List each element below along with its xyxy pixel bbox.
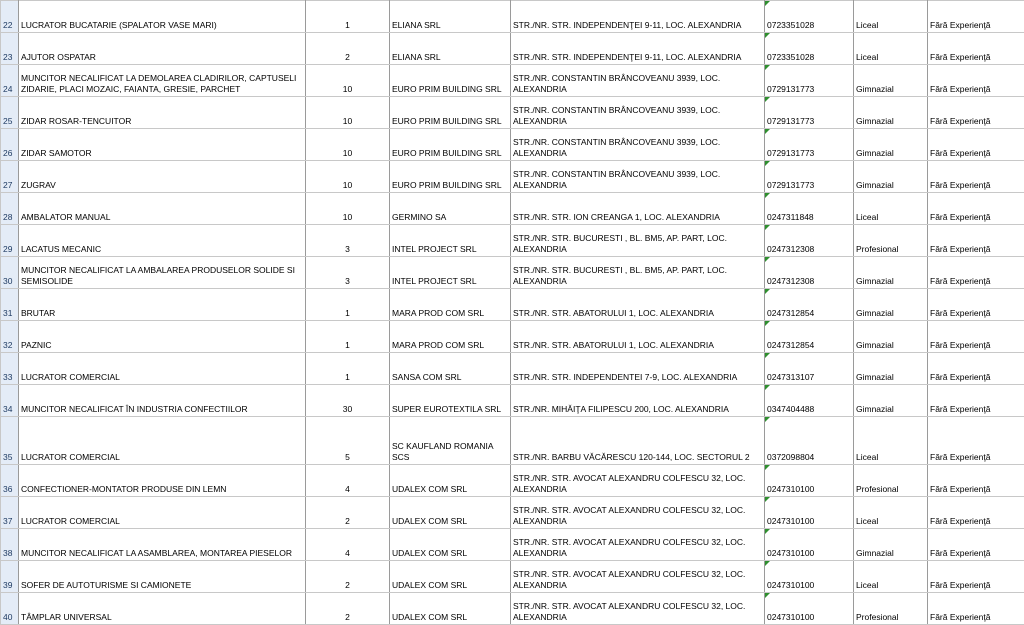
address-cell[interactable]: STR./NR. STR. AVOCAT ALEXANDRU COLFESCU 32, LOC. ALEXANDRIA (511, 529, 765, 561)
table-row (1, 193, 1024, 225)
row-number-cell[interactable]: 30 (1, 257, 19, 289)
row-number-cell[interactable]: 22 (1, 1, 19, 33)
job-title-cell[interactable]: MUNCITOR NECALIFICAT ÎN INDUSTRIA CONFECTIILOR (19, 385, 306, 417)
row-number-cell[interactable]: 35 (1, 417, 19, 465)
education-cell[interactable]: Liceal (854, 417, 928, 465)
company-cell[interactable]: UDALEX COM SRL (390, 465, 511, 497)
education-cell[interactable]: Gimnazial (854, 289, 928, 321)
company-cell[interactable]: SC KAUFLAND ROMANIA SCS (390, 417, 511, 465)
education-cell[interactable]: Liceal (854, 1, 928, 33)
experience-cell[interactable]: Fără Experienţă (928, 33, 1024, 65)
experience-cell[interactable]: Fără Experienţă (928, 321, 1024, 353)
company-cell[interactable]: MARA PROD COM SRL (390, 321, 511, 353)
table-row (1, 1, 1024, 33)
row-number-cell[interactable]: 36 (1, 465, 19, 497)
address-cell[interactable]: STR./NR. STR. AVOCAT ALEXANDRU COLFESCU 32, LOC. ALEXANDRIA (511, 497, 765, 529)
address-cell[interactable]: STR./NR. STR. INDEPENDENŢEI 9-11, LOC. ALEXANDRIA (511, 33, 765, 65)
experience-cell[interactable]: Fără Experienţă (928, 465, 1024, 497)
phone-cell[interactable]: 0372098804 (765, 417, 854, 465)
job-title-cell[interactable]: BRUTAR (19, 289, 306, 321)
experience-cell[interactable]: Fără Experienţă (928, 65, 1024, 97)
phone-cell[interactable]: 0247312854 (765, 289, 854, 321)
education-cell[interactable]: Liceal (854, 33, 928, 65)
phone-cell[interactable]: 0723351028 (765, 33, 854, 65)
table-row (1, 289, 1024, 321)
positions-cell[interactable]: 2 (306, 593, 390, 625)
positions-cell[interactable]: 10 (306, 129, 390, 161)
address-cell[interactable]: STR./NR. STR. BUCURESTI , BL. BM5, AP. PART, LOC. ALEXANDRIA (511, 225, 765, 257)
table-row (1, 593, 1024, 625)
job-title-cell[interactable]: TÂMPLAR UNIVERSAL (19, 593, 306, 625)
phone-cell[interactable]: 0247310100 (765, 497, 854, 529)
education-cell[interactable]: Gimnazial (854, 65, 928, 97)
row-number-cell[interactable]: 23 (1, 33, 19, 65)
phone-cell[interactable]: 0247312308 (765, 225, 854, 257)
company-cell[interactable]: INTEL PROJECT SRL (390, 225, 511, 257)
job-title-cell[interactable]: ZIDAR SAMOTOR (19, 129, 306, 161)
positions-cell[interactable]: 10 (306, 193, 390, 225)
table-row (1, 417, 1024, 465)
phone-cell[interactable]: 0729131773 (765, 161, 854, 193)
address-cell[interactable]: STR./NR. STR. ABATORULUI 1, LOC. ALEXANDRIA (511, 321, 765, 353)
address-cell[interactable]: STR./NR. MIHĂIŢA FILIPESCU 200, LOC. ALEXANDRIA (511, 385, 765, 417)
company-cell[interactable]: UDALEX COM SRL (390, 529, 511, 561)
row-number-cell[interactable]: 25 (1, 97, 19, 129)
company-cell[interactable]: EURO PRIM BUILDING SRL (390, 161, 511, 193)
experience-cell[interactable]: Fără Experienţă (928, 417, 1024, 465)
phone-cell[interactable]: 0247310100 (765, 561, 854, 593)
sheet-body (1, 1, 1024, 625)
education-cell[interactable]: Profesional (854, 593, 928, 625)
experience-cell[interactable]: Fără Experienţă (928, 129, 1024, 161)
row-number-cell[interactable]: 40 (1, 593, 19, 625)
positions-cell[interactable]: 1 (306, 353, 390, 385)
table-row (1, 161, 1024, 193)
experience-cell[interactable]: Fără Experienţă (928, 161, 1024, 193)
table-row (1, 497, 1024, 529)
experience-cell[interactable]: Fără Experienţă (928, 593, 1024, 625)
experience-cell[interactable]: Fără Experienţă (928, 497, 1024, 529)
row-number-cell[interactable]: 24 (1, 65, 19, 97)
job-title-cell[interactable]: CONFECTIONER-MONTATOR PRODUSE DIN LEMN (19, 465, 306, 497)
address-cell[interactable]: STR./NR. STR. ABATORULUI 1, LOC. ALEXANDRIA (511, 289, 765, 321)
positions-cell[interactable]: 3 (306, 257, 390, 289)
education-cell[interactable]: Liceal (854, 561, 928, 593)
row-number-cell[interactable]: 31 (1, 289, 19, 321)
table-row (1, 65, 1024, 97)
row-number-cell[interactable]: 34 (1, 385, 19, 417)
company-cell[interactable]: UDALEX COM SRL (390, 593, 511, 625)
phone-cell[interactable]: 0247312308 (765, 257, 854, 289)
education-cell[interactable]: Gimnazial (854, 161, 928, 193)
education-cell[interactable]: Gimnazial (854, 129, 928, 161)
experience-cell[interactable]: Fără Experienţă (928, 529, 1024, 561)
job-title-cell[interactable]: ZIDAR ROSAR-TENCUITOR (19, 97, 306, 129)
table-row (1, 561, 1024, 593)
phone-cell[interactable]: 0729131773 (765, 65, 854, 97)
job-title-cell[interactable]: LUCRATOR COMERCIAL (19, 417, 306, 465)
address-cell[interactable]: STR./NR. BARBU VĂCĂRESCU 120-144, LOC. SECTORUL 2 (511, 417, 765, 465)
table-row (1, 33, 1024, 65)
experience-cell[interactable]: Fără Experienţă (928, 193, 1024, 225)
address-cell[interactable]: STR./NR. STR. BUCURESTI , BL. BM5, AP. PART, LOC. ALEXANDRIA (511, 257, 765, 289)
table-row (1, 353, 1024, 385)
positions-cell[interactable]: 4 (306, 529, 390, 561)
table-row (1, 465, 1024, 497)
company-cell[interactable]: EURO PRIM BUILDING SRL (390, 129, 511, 161)
experience-cell[interactable]: Fără Experienţă (928, 385, 1024, 417)
positions-cell[interactable]: 1 (306, 289, 390, 321)
table-row (1, 257, 1024, 289)
address-cell[interactable]: STR./NR. CONSTANTIN BRÂNCOVEANU 3939, LOC. ALEXANDRIA (511, 97, 765, 129)
experience-cell[interactable]: Fără Experienţă (928, 353, 1024, 385)
phone-cell[interactable]: 0247312854 (765, 321, 854, 353)
address-cell[interactable]: STR./NR. CONSTANTIN BRÂNCOVEANU 3939, LOC. ALEXANDRIA (511, 65, 765, 97)
phone-cell[interactable]: 0247310100 (765, 465, 854, 497)
company-cell[interactable]: ELIANA SRL (390, 1, 511, 33)
job-title-cell[interactable]: PAZNIC (19, 321, 306, 353)
address-cell[interactable]: STR./NR. STR. ION CREANGA 1, LOC. ALEXANDRIA (511, 193, 765, 225)
experience-cell[interactable]: Fără Experienţă (928, 257, 1024, 289)
row-number-cell[interactable]: 32 (1, 321, 19, 353)
positions-cell[interactable]: 5 (306, 417, 390, 465)
education-cell[interactable]: Gimnazial (854, 97, 928, 129)
table-row (1, 529, 1024, 561)
address-cell[interactable]: STR./NR. STR. INDEPENDENŢEI 9-11, LOC. ALEXANDRIA (511, 1, 765, 33)
positions-cell[interactable]: 1 (306, 1, 390, 33)
experience-cell[interactable]: Fără Experienţă (928, 97, 1024, 129)
company-cell[interactable]: SANSA COM SRL (390, 353, 511, 385)
positions-cell[interactable]: 10 (306, 65, 390, 97)
job-title-cell[interactable]: AJUTOR OSPATAR (19, 33, 306, 65)
experience-cell[interactable]: Fără Experienţă (928, 225, 1024, 257)
education-cell[interactable]: Liceal (854, 193, 928, 225)
job-title-cell[interactable]: MUNCITOR NECALIFICAT LA DEMOLAREA CLADIRILOR, CAPTUSELI ZIDARIE, PLACI MOZAIC, FAIANTA, GRESIE, PARCHET (19, 65, 306, 97)
phone-cell[interactable]: 0723351028 (765, 1, 854, 33)
phone-cell[interactable]: 0247310100 (765, 593, 854, 625)
company-cell[interactable]: UDALEX COM SRL (390, 561, 511, 593)
company-cell[interactable]: EURO PRIM BUILDING SRL (390, 97, 511, 129)
positions-cell[interactable]: 2 (306, 497, 390, 529)
education-cell[interactable]: Liceal (854, 497, 928, 529)
address-cell[interactable]: STR./NR. CONSTANTIN BRÂNCOVEANU 3939, LOC. ALEXANDRIA (511, 129, 765, 161)
education-cell[interactable]: Gimnazial (854, 353, 928, 385)
education-cell[interactable]: Gimnazial (854, 385, 928, 417)
address-cell[interactable]: STR./NR. STR. INDEPENDENTEI 7-9, LOC. ALEXANDRIA (511, 353, 765, 385)
job-title-cell[interactable]: LUCRATOR COMERCIAL (19, 497, 306, 529)
education-cell[interactable]: Profesional (854, 225, 928, 257)
table-row (1, 97, 1024, 129)
experience-cell[interactable]: Fără Experienţă (928, 289, 1024, 321)
positions-cell[interactable]: 4 (306, 465, 390, 497)
positions-cell[interactable]: 10 (306, 97, 390, 129)
address-cell[interactable]: STR./NR. STR. AVOCAT ALEXANDRU COLFESCU 32, LOC. ALEXANDRIA (511, 593, 765, 625)
company-cell[interactable]: GERMINO SA (390, 193, 511, 225)
company-cell[interactable]: MARA PROD COM SRL (390, 289, 511, 321)
phone-cell[interactable]: 0729131773 (765, 97, 854, 129)
table-row (1, 385, 1024, 417)
positions-cell[interactable]: 2 (306, 561, 390, 593)
row-number-cell[interactable]: 28 (1, 193, 19, 225)
phone-cell[interactable]: 0247311848 (765, 193, 854, 225)
education-cell[interactable]: Profesional (854, 465, 928, 497)
job-title-cell[interactable]: SOFER DE AUTOTURISME SI CAMIONETE (19, 561, 306, 593)
phone-cell[interactable]: 0347404488 (765, 385, 854, 417)
address-cell[interactable]: STR./NR. STR. AVOCAT ALEXANDRU COLFESCU 32, LOC. ALEXANDRIA (511, 561, 765, 593)
company-cell[interactable]: UDALEX COM SRL (390, 497, 511, 529)
job-title-cell[interactable]: LUCRATOR COMERCIAL (19, 353, 306, 385)
job-title-cell[interactable]: AMBALATOR MANUAL (19, 193, 306, 225)
positions-cell[interactable]: 1 (306, 321, 390, 353)
row-number-cell[interactable]: 38 (1, 529, 19, 561)
row-number-cell[interactable]: 27 (1, 161, 19, 193)
phone-cell[interactable]: 0247310100 (765, 529, 854, 561)
positions-cell[interactable]: 3 (306, 225, 390, 257)
company-cell[interactable]: EURO PRIM BUILDING SRL (390, 65, 511, 97)
job-title-cell[interactable]: ZUGRAV (19, 161, 306, 193)
address-cell[interactable]: STR./NR. STR. AVOCAT ALEXANDRU COLFESCU 32, LOC. ALEXANDRIA (511, 465, 765, 497)
job-title-cell[interactable]: LUCRATOR BUCATARIE (SPALATOR VASE MARI) (19, 1, 306, 33)
table-row (1, 129, 1024, 161)
experience-cell[interactable]: Fără Experienţă (928, 1, 1024, 33)
education-cell[interactable]: Gimnazial (854, 529, 928, 561)
job-title-cell[interactable]: MUNCITOR NECALIFICAT LA AMBALAREA PRODUSELOR SOLIDE SI SEMISOLIDE (19, 257, 306, 289)
row-number-cell[interactable]: 26 (1, 129, 19, 161)
phone-cell[interactable]: 0729131773 (765, 129, 854, 161)
education-cell[interactable]: Gimnazial (854, 321, 928, 353)
row-number-cell[interactable]: 33 (1, 353, 19, 385)
table-row (1, 225, 1024, 257)
row-number-cell[interactable]: 37 (1, 497, 19, 529)
education-cell[interactable]: Gimnazial (854, 257, 928, 289)
positions-cell[interactable]: 2 (306, 33, 390, 65)
company-cell[interactable]: SUPER EUROTEXTILA SRL (390, 385, 511, 417)
phone-cell[interactable]: 0247313107 (765, 353, 854, 385)
address-cell[interactable]: STR./NR. CONSTANTIN BRÂNCOVEANU 3939, LOC. ALEXANDRIA (511, 161, 765, 193)
company-cell[interactable]: INTEL PROJECT SRL (390, 257, 511, 289)
table-row (1, 321, 1024, 353)
company-cell[interactable]: ELIANA SRL (390, 33, 511, 65)
positions-cell[interactable]: 10 (306, 161, 390, 193)
row-number-cell[interactable]: 29 (1, 225, 19, 257)
job-title-cell[interactable]: MUNCITOR NECALIFICAT LA ASAMBLAREA, MONTAREA PIESELOR (19, 529, 306, 561)
row-number-cell[interactable]: 39 (1, 561, 19, 593)
positions-cell[interactable]: 30 (306, 385, 390, 417)
job-title-cell[interactable]: LACATUS MECANIC (19, 225, 306, 257)
experience-cell[interactable]: Fără Experienţă (928, 561, 1024, 593)
